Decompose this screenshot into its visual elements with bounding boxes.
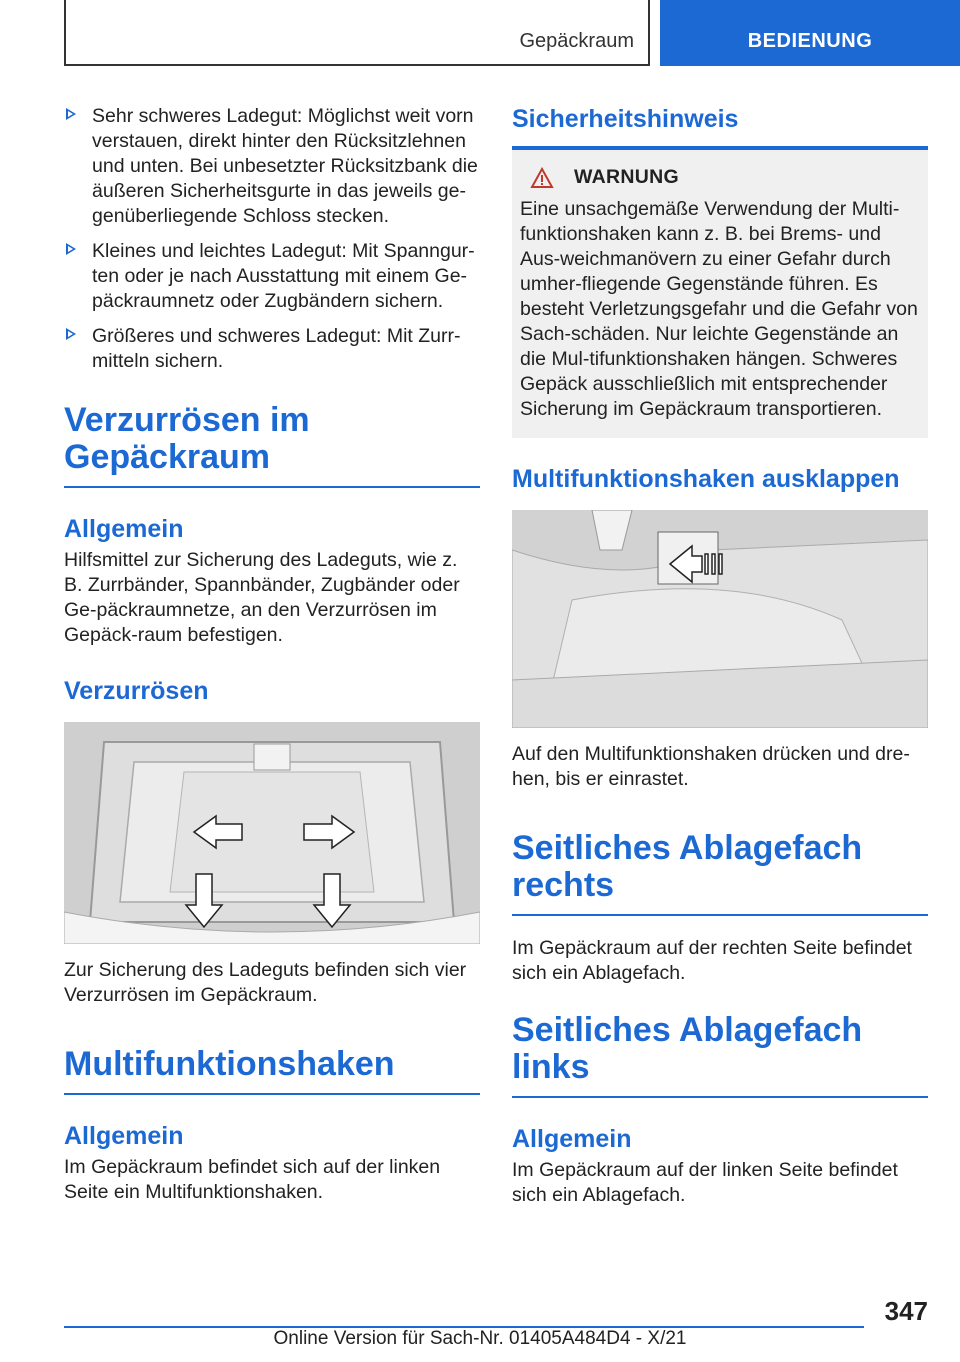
bullet-triangle-icon	[66, 108, 76, 120]
paragraph-links: Im Gepäckraum auf der linken Seite befindet sich ein Ablagefach.	[512, 1159, 898, 1206]
heading-sicherheitshinweis: Sicherheitshinweis	[512, 105, 739, 133]
right-column	[512, 104, 928, 1208]
page-number: 347	[884, 1296, 928, 1326]
bullet-triangle-icon	[66, 243, 76, 255]
paragraph-multifunktionshaken: Im Gepäckraum befindet sich auf der linken Seite ein Multifunktionshaken.	[64, 1156, 441, 1203]
heading-ablagefach-rechts: Seitliches Ablagefach rechts	[512, 830, 928, 916]
heading-allgemein-2: Allgemein	[64, 1122, 184, 1150]
warning-box	[512, 146, 928, 438]
heading-verzurroesen: Verzurrösen im Gepäckraum	[64, 401, 310, 476]
caption-verzurroesen: Zur Sicherung des Ladeguts befinden sich vier Verzurrösen im Gepäckraum.	[64, 959, 467, 1006]
hook-image	[512, 510, 928, 728]
bullet-text: Größeres und schweres Ladegut: Mit Zurr‐mitteln sichern.	[92, 325, 461, 372]
heading-rule	[64, 486, 480, 488]
heading-verzurroesen-sub: Verzurrösen	[64, 677, 209, 705]
heading-multifunktionshaken: Multifunktionshaken	[64, 1046, 480, 1095]
heading-allgemein: Allgemein	[64, 515, 184, 543]
bullet-item	[64, 104, 480, 229]
heading-ausklappen: Multifunktionshaken ausklappen	[512, 465, 900, 493]
header-frame	[64, 0, 650, 66]
bullet-item	[64, 324, 480, 374]
footer-text: Online Version für Sach-Nr. 01405A484D4 - X/21	[273, 1328, 687, 1349]
bullet-triangle-icon	[66, 328, 76, 340]
paragraph-rechts: Im Gepäckraum auf der rechten Seite befindet sich ein Ablagefach.	[512, 937, 912, 984]
bullet-item	[64, 239, 480, 314]
paragraph-ausklappen: Auf den Multifunktionshaken drücken und dre‐hen, bis er einrastet.	[512, 743, 910, 790]
chapter-tab: BEDIENUNG	[660, 0, 960, 66]
warning-triangle-icon	[530, 167, 554, 189]
warning-header	[530, 166, 920, 189]
warning-title: WARNUNG	[574, 166, 680, 188]
bullet-text: Sehr schweres Ladegut: Möglichst weit vorn verstauen, direkt hinter den Rücksitzlehnen und unten. Bei unbesetzter Rücksitzbank die äußeren Sicherheitsgurte in das jeweils ge‐genüberliegende Schloss stecken.	[92, 105, 478, 227]
bullet-text: Kleines und leichtes Ladegut: Mit Spanngur‐ten oder je nach Ausstattung mit einem Ge‐päckraumnetz oder Zugbändern sichern.	[92, 240, 475, 312]
trunk-image	[64, 722, 480, 944]
heading-ablagefach-links: Seitliches Ablagefach links	[512, 1012, 928, 1098]
section-title: Gepäckraum	[519, 30, 634, 52]
warning-text: Eine unsachgemäße Verwendung der Multi‐funktionshaken kann z. B. bei Brems- und Aus‐weichmanövern zu einer Gefahr durch umher‐fliegende Gegenstände führen. Es besteht Verletzungsgefahr und die Gefahr von Sach‐schäden. Nur leichte Gegenstände an die Mul‐tifunktionshaken hängen. Schweres Gepäck ausschließlich mit entsprechender Sicherung im Gepäckraum transportieren.	[520, 198, 918, 420]
heading-allgemein-3: Allgemein	[512, 1125, 632, 1153]
left-column	[64, 104, 480, 1205]
paragraph-allgemein: Hilfsmittel zur Sicherung des Ladeguts, wie z. B. Zurrbänder, Spannbänder, Zugbänder oder Ge‐päckraumnetze, an den Verzurrösen im Gepäck‐raum befestigen.	[64, 549, 460, 646]
